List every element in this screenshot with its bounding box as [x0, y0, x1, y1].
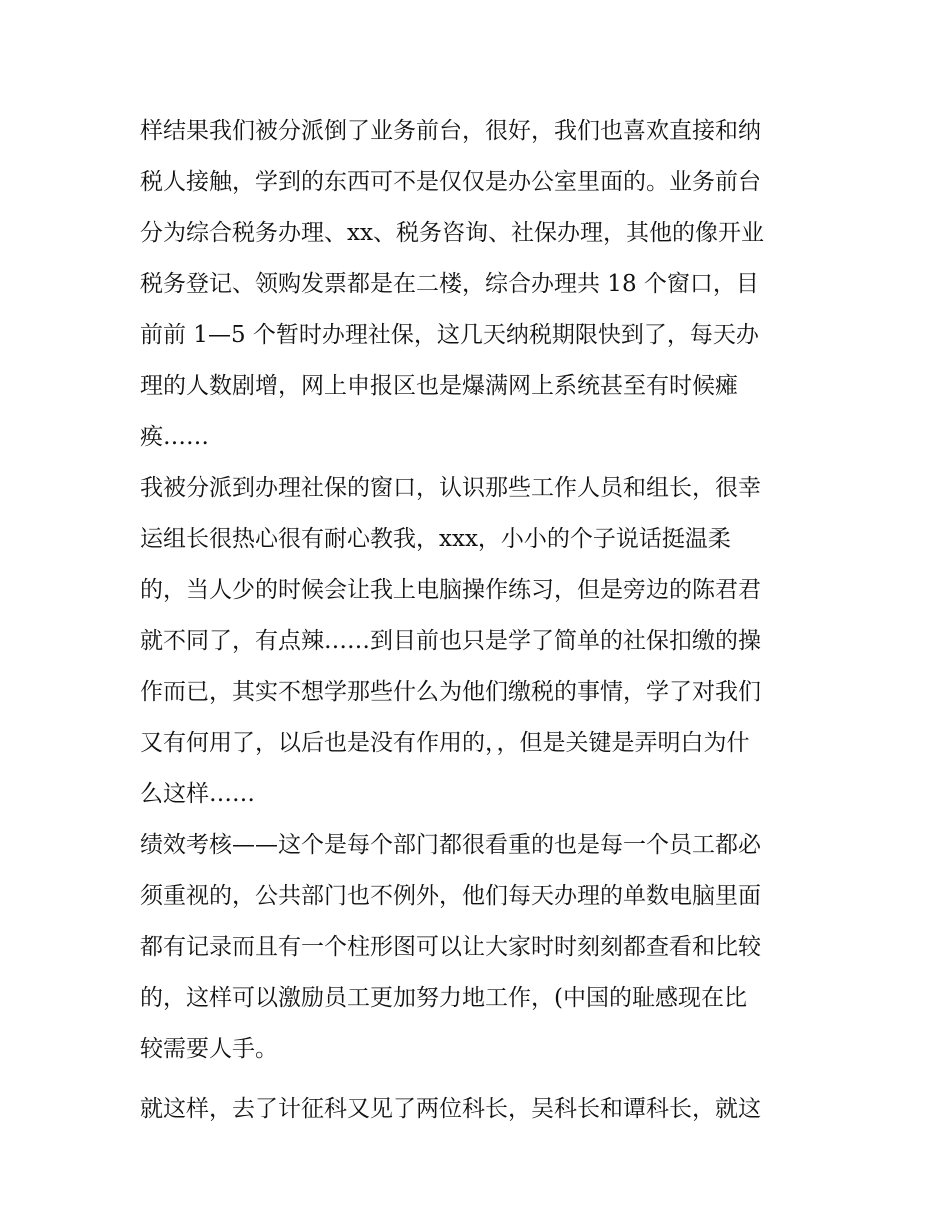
- paragraph: [140, 1084, 820, 1135]
- text-line: 的，这样可以激励员工更加努力地工作，(中国的耻感现在比: [140, 985, 747, 1011]
- text-line: 前前 1—5 个暂时办理社保，这几天纳税期限快到了，每天办: [140, 322, 759, 348]
- paragraph: [140, 106, 820, 463]
- text-line: 绩效考核——这个是每个部门都很看重的也是每一个员工都必: [140, 832, 761, 858]
- text-line: 痪……: [140, 424, 209, 450]
- paragraph-spacer: [140, 1075, 820, 1084]
- document-body: [140, 106, 820, 1135]
- text-line: 又有何用了，以后也是没有作用的，，但是关键是弄明白为什: [140, 730, 750, 756]
- text-line: 就这样，去了计征科又见了两位科长，吴科长和谭科长，就这: [140, 1096, 761, 1122]
- paragraph: [140, 463, 820, 820]
- text-line: 运组长很热心很有耐心教我，xxx，小小的个子说话挺温柔: [140, 526, 731, 552]
- text-line: 理的人数剧增，网上申报区也是爆满网上系统甚至有时候瘫: [140, 373, 738, 399]
- text-line: 税人接触，学到的东西可不是仅仅是办公室里面的。业务前台: [140, 169, 761, 195]
- text-line: 较需要人手。: [140, 1036, 278, 1062]
- text-line: 分为综合税务办理、xx、税务咨询、社保办理，其他的像开业: [140, 220, 764, 246]
- text-line: 的，当人少的时候会让我上电脑操作练习，但是旁边的陈君君: [140, 577, 761, 603]
- text-line: 都有记录而且有一个柱形图可以让大家时时刻刻都查看和比较: [140, 934, 761, 960]
- text-line: 么这样……: [140, 781, 255, 807]
- text-line: 我被分派到办理社保的窗口，认识那些工作人员和组长，很幸: [140, 475, 761, 501]
- text-line: 税务登记、领购发票都是在二楼，综合办理共 18 个窗口，目: [140, 271, 759, 297]
- text-line: 须重视的，公共部门也不例外，他们每天办理的单数电脑里面: [140, 883, 761, 909]
- paragraph: [140, 820, 820, 1075]
- text-line: 作而已，其实不想学那些什么为他们缴税的事情，学了对我们: [140, 679, 761, 705]
- text-line: 就不同了，有点辣……到目前也只是学了简单的社保扣缴的操: [140, 628, 761, 654]
- text-line: 样结果我们被分派倒了业务前台，很好，我们也喜欢直接和纳: [140, 118, 761, 144]
